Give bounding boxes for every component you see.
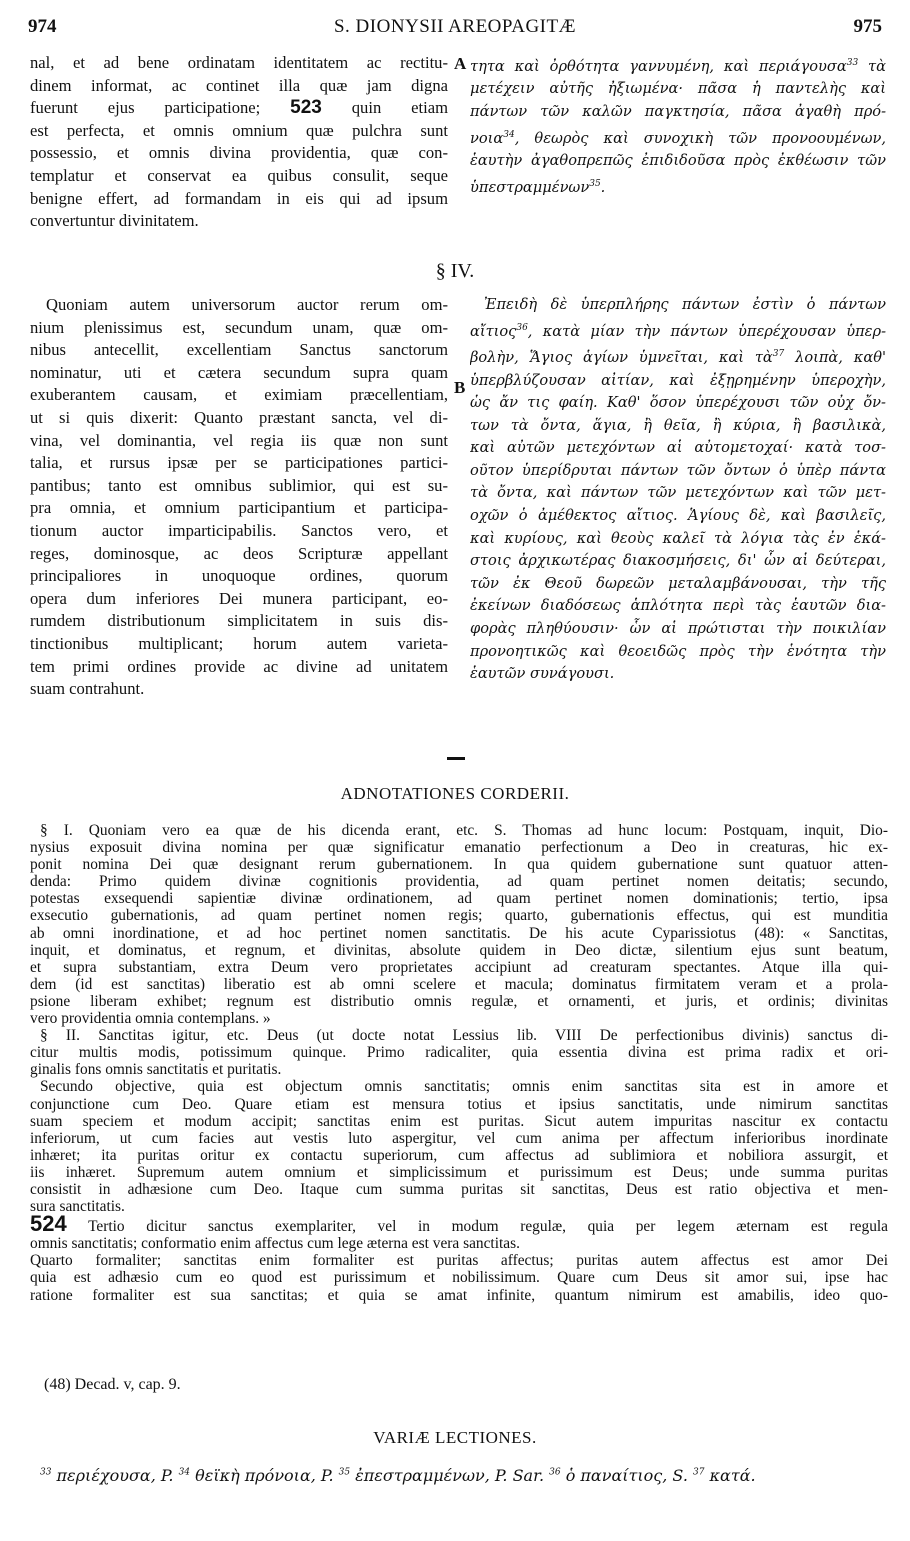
note-line: inhæret; ita puritas oritur ex contactu superiorum, cum affectus ad sublimiora et nobiliora assurgit, et [30,1146,888,1164]
text-span: quin etiam [321,98,448,118]
text-line: οχῶν ὁ ἀμέθεκτος αἴτιος. Ἁγίους δὲ, καὶ βασιλεῖς, [470,507,886,525]
text-span: , κατὰ μίαν τὴν πάντων ὑπερέχουσαν ὑπερ- [527,322,886,340]
text-line: των τὰ ὄντα, ἅγια, ἢ θεῖα, ἢ κύρια, ἢ βασιλικὰ, [470,416,886,434]
text-line: est perfecta, et omnis omnium quæ pulchra sunt [30,120,448,140]
text-line: καὶ αὐτῶν μετεχόντων αἱ αὐτομετοχαί· κατὰ τοσ- [470,439,886,457]
note-line [30,1215,888,1235]
note-line: exsecutio gubernationis, ad quam pertinet nomen regis; quarto, gubernationis effectus, qui est munditia [30,907,888,925]
note-ref: 35 [589,178,601,189]
text-line: ut si quis dixerit: Quanto præstant sancta, vel di- [30,407,448,427]
note-line: ponit nomina Dei quæ designant rerum gubernationem. In qua quidem gubernatione sunt quatuor atten- [30,856,888,874]
text-line: nibus antecellit, excellentiam Sanctus sanctorum [30,340,448,360]
text-line: suam contrahunt. [30,679,145,699]
note-line: suam speciem et modum accipit; sanctitas enim est puritas. Sicut autem impuritas nascitur ex contactu [30,1112,888,1130]
text-line: nominatur, uti et cætera secundum supra quam [30,362,448,382]
running-title: S. DIONYSII AREOPAGITÆ [333,16,576,37]
note-line: denda: Primo quidem divinæ cognitionis providentia, ad quam pertinet nomen deitatis; secundo, [30,873,888,891]
text-line: talia, et rursus ipsæ per se participationes partici- [30,453,448,473]
text-line: rumdem distributionum simplicitatem in suis dis- [30,611,448,631]
note-line: inferiorum, ut cum facies aut vestis luto aspergitur, vel cum anima per affectum inferioribus inordinate [30,1129,888,1147]
greek-column-main [470,294,886,686]
text-line: ὡς ἄν τις φαίη. Καθ' ὅσον ὑπερέχουσι τῶν οὐχ ὄν- [470,394,886,412]
text-line: ὑπερβλύζουσαν αἰτίαν, καὶ ἐξῃρημένην ὑπεροχὴν, [470,371,886,389]
text-span: τὰ [858,57,886,75]
text-line: καὶ κυρίους, καὶ θεοὺς καλεῖ τὰ λόγια τὰς ἐν ἑκά- [470,529,886,547]
text-line: οῦτον ὑπερίδρυται πάντων τῶν ὄντων ὁ ὑπὲρ πάντα [470,461,886,479]
note-line: § I. Quoniam vero ea quæ de his dicenda erant, etc. S. Thomas ad hunc locum: Postquam, inquit, Dio- [40,822,888,839]
note-line: inquit, et dominatus, et regnum, et divinitas, absolute quidem in Deo dictæ, silentium ejus sunt beatum, [30,941,888,959]
text-line: reges, dominosque, ac deos Scripturæ appellant [30,543,448,563]
text-line: pantibus; tanto est omnibus sublimior, qui est su- [30,475,448,495]
text-span: fuerunt ejus participatione; [30,98,261,118]
text-line [470,317,886,343]
text-line: ἑαυτὴν ἀγαθοπρεπῶς ἐπιδιδοῦσα πρὸς ἐκθέωσιν τῶν [470,152,886,170]
note-line: et supra substantiam, extra Deum vero proprietates accipiunt ad creaturam spectantes. Atque illa qui- [30,958,888,976]
text-line [470,124,886,150]
text-line: Ἐπειδὴ δὲ ὑπερπλήρης πάντων ἐστὶν ὁ πάντων [484,296,886,313]
note-line: omnis sanctitatis; conformatio enim affectus cum lege æterna est vera sanctitas. [30,1235,520,1253]
text-span: ὑπεστραμμένων [470,178,590,196]
text-line: pra omnia, et omnium participantium et participa- [30,498,448,518]
text-line: templatur et conservat ea quibus consulit, seque [30,165,448,185]
text-line: nal, et ad bene ordinatam identitatem ac rectitu- [30,53,448,72]
text-line: benigne effert, ad formandam in eis qui ad ipsum [30,188,448,208]
variant-ref: 34 [178,1467,191,1478]
text-line: μετέχειν αὐτῆς ἠξιωμένα· πᾶσα ἡ παντελὴς καὶ [470,80,886,98]
note-line: sura sanctitatis. [30,1198,125,1216]
variant-text: θεϊκὴ πρόνοια, P. [190,1466,339,1485]
text-line: προνοητικῶς καὶ θεοειδῶς πρὸς τὴν ἑνότητα τὴν [470,642,886,660]
note-line: dem (id est sanctitas) liberatio est ab omni scelere et macula; dominatus firmitatem veram et a prola- [30,975,888,993]
notes-title: ADNOTATIONES CORDERII. [340,784,570,803]
text-span: βολὴν, Ἅγιος ἁγίων ὑμνεῖται, καὶ τὰ [470,348,773,366]
latin-column-top [30,52,448,233]
note-line: quia est adhæsio cum eo quod est purissimum et nobilissimum. Quare cum Deus sit amor sui, ipse hac [30,1269,888,1287]
variant-ref: 36 [549,1467,561,1478]
variant-text: ἐπεστραμμένων, P. Sar. [350,1466,550,1485]
note-line: ab omni inordinatione, et ad hoc pertinet nomen sanctitatis. De his acute Cyparissiotus (48): « Sanctitas, [30,924,888,942]
right-page-number: 975 [853,16,882,37]
text-line: ἐκείνων διαδόσεως ἁπλότητα περὶ τὰς ἑαυτῶν δια- [470,597,886,615]
section-heading: § IV. [435,260,475,282]
note-ref: 34 [503,129,515,140]
text-line: possessio, et omnis divina providentia, quæ con- [30,143,448,163]
note-ref: 37 [772,349,785,360]
text-span: αἴτιος [470,322,517,340]
margin-letter-a: A [454,54,467,73]
left-page-number: 974 [28,16,57,37]
margin-letter-b: B [454,378,466,397]
text-span: τητα καὶ ὀρθότητα γαννυμένη, καὶ περιάγουσα [470,57,847,75]
note-line: ginalis fons omnis sanctitatis et puritatis. [30,1061,282,1079]
note-line: vero providentia omnia contemplans. » [30,1010,271,1028]
text-line: vina, vel dominantia, vel regia iis quæ non sunt [30,430,448,450]
note-line: Quarto formaliter; sanctitas enim formaliter est puritas affectus; puritas autem affectus est amor Dei [30,1252,888,1270]
text-line [470,173,886,199]
note-line: ratione formaliter est sua sanctitas; et quia se amat infinite, quantum nimirum est amabilis, ideo quo- [30,1286,888,1304]
note-line: nysius exposuit divina nomina per quæ significatur emanatio perfectionum a Deo in creaturas, hic ex- [30,839,888,857]
text-span: Tertio dicitur sanctus exemplariter, vel in modum regulæ, quia per legem æternam est regula [66,1218,888,1236]
text-span: , θεωρὸς καὶ συνοχικὴ τῶν προνοουμένων, [514,129,886,147]
text-line: exuberantem causam, et eximiam præcellentiam, [30,385,448,405]
text-span: νοια [470,129,504,147]
column-marker-number: 523 [290,97,322,119]
text-line: dinem informat, ac continet illa quæ jam digna [30,75,448,95]
text-line: φορὰς πληθύουσιν· ὧν αἱ πρώτισται τὴν ποικιλίαν [470,620,886,638]
greek-column-top [470,52,886,199]
text-line: tionum auctor imparticipabilis. Sanctos vero, et [30,520,448,540]
text-line: convertuntur divinitatem. [30,211,199,231]
text-span: λοιπὰ, καθ' [784,348,886,366]
variant-text: κατά. [704,1466,756,1485]
note-line: iis inhæret. Supremum autem omnium et simplicissimum et purissimum est Deus; unde summa puritas [30,1163,888,1181]
note-ref: 36 [516,322,528,333]
text-line: πάντων τῶν καλῶν παγκτησία, πᾶσα ἀγαθὴ πρό- [470,103,886,121]
note-line: Secundo objective, quia est objectum omnis sanctitatis; omnis enim sanctitas sita est in amore et [40,1078,888,1096]
column-marker-number: 524 [30,1215,67,1236]
running-header [0,16,910,42]
text-line [470,52,886,78]
text-line: Quoniam autem universorum auctor rerum om- [46,295,448,314]
text-line: opera dum inferiores Dei munera participant, eo- [30,588,448,608]
divider-rule [447,757,465,760]
text-line: ἑαυτῶν συνάγουσι. [470,665,615,683]
note-line: potestas exsequendi sapientiæ divinæ ordinationem, ad quam pertinet nomen dominationis; tertio, ipsa [30,890,888,908]
note-line: consistit in adhæsione cum Deo. Itaque cum summa puritas sit sanctitas, Deus est ratio objectiva et men- [30,1180,888,1198]
text-line: στοις ἀρχικωτέρας διακοσμήσεις, δι' ὧν αἱ δεύτεραι, [470,552,886,570]
note-line: citur multis modis, potissimum quinque. Primo radicaliter, quia essentia divina est prima radix et ori- [30,1044,888,1062]
variant-text: περιέχουσα, P. [51,1466,179,1485]
note-line: conjunctione cum Deo. Quare etiam est mensura totius et ipsius sanctitatis, unde nimirum sanctitas [30,1095,888,1113]
variae-lectiones [40,1466,890,1485]
text-line: tem primi ordines provide ac divine ad unitatem [30,656,448,676]
text-line: τὰ ὄντα, καὶ πάντων τῶν μετεχόντων καὶ τῶν μετ- [470,484,886,502]
text-line [30,97,448,120]
text-span: . [600,178,606,196]
text-line: tinctionibus multiplicant; horum autem varieta- [30,633,448,653]
variant-ref: 35 [338,1467,351,1478]
text-line: nium plenissimus est, secundum unam, quæ om- [30,317,448,337]
note-line: § II. Sanctitas igitur, etc. Deus (ut docte notat Lessius lib. VIII De perfectionibus divinis) sanctus di- [40,1027,888,1045]
note-line: psione liberam exhibet; regnum est distributio omnis regulæ, et ornamenti, et juris, et ordinis; divinitas [30,992,888,1010]
note-ref: 33 [846,58,859,68]
latin-column-main [30,294,448,701]
text-line: principaliores in unoquoque ordines, quorum [30,566,448,586]
variant-ref: 37 [693,1467,705,1478]
variant-text: ὁ παναίτιος, S. [560,1466,693,1485]
text-line [470,343,886,369]
footnote: (48) Decad. v, cap. 9. [44,1376,181,1393]
variae-title: VARIÆ LECTIONES. [373,1428,537,1447]
notes-block [30,822,888,1304]
text-line: τῶν ἐκ Θεοῦ δωρεῶν μεταλαμβάνουσαι, τὴν τῆς [470,574,886,592]
variant-ref: 33 [40,1467,52,1478]
